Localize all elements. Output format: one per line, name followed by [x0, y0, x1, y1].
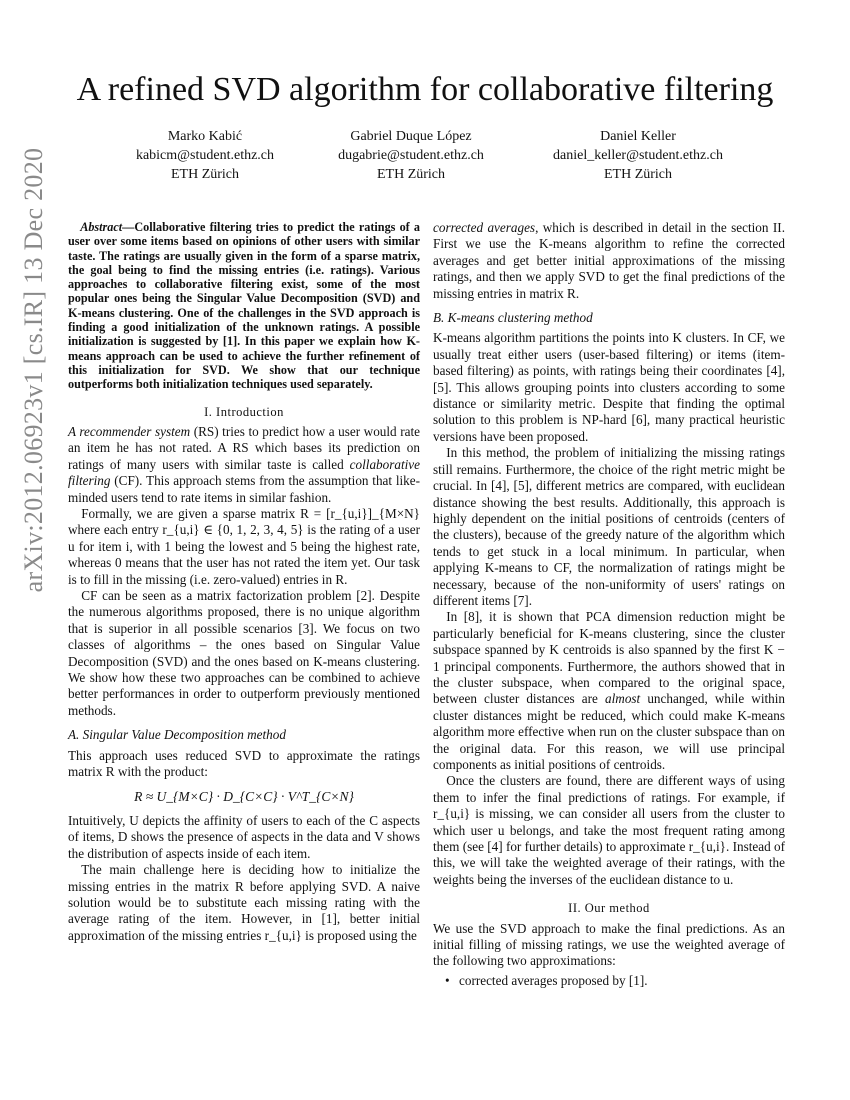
author-block-2	[291, 127, 531, 184]
method-paragraph-1: We use the SVD approach to make the final predictions. As an initial filling of missing ratings, we use the weighted average of the following two approximations:	[433, 920, 785, 969]
term-almost: almost	[605, 691, 641, 707]
abstract	[68, 220, 420, 392]
term-recommender-system: A recommender system	[68, 423, 191, 439]
left-column	[68, 220, 420, 944]
arxiv-stamp	[10, 40, 58, 700]
intro-paragraph-1	[68, 424, 420, 506]
svd-paragraph-1: This approach uses reduced SVD to approximate the ratings matrix R with the product:	[68, 747, 420, 780]
bullet-icon: •	[445, 972, 450, 988]
author-name: Daniel Keller	[600, 129, 676, 144]
kmeans-text: In [8], it is shown that PCA dimension reduction might be particularly beneficial for K-means clustering, since the cluster subspace spanned by K centroids is also spanned by the first K − 1 principal components. Furthermore, the authors showed that in the cluster subspace, when compared to the original space, between cluster distances are	[433, 609, 785, 707]
section-heading-introduction: I. Introduction	[204, 404, 284, 419]
kmeans-paragraph-2: In this method, the problem of initializing the missing ratings still remains. Furthermore, the choice of the right metric might be crucial. In [4], [5], different metrics are compared, with euclidean distance showing the best results. Additionally, this approach is highly dependent on the initial positions of centroids (centers of the clusters), because of the greedy nature of the algorithm which tends to get stuck in a local minimum. In particular, when applying K-means to CF, the normalization of ratings might be necessary, because of the non-uniformity of users' ratings on different items [7].	[433, 445, 785, 608]
author-name: Gabriel Duque López	[350, 129, 472, 144]
subsection-heading-svd: A. Singular Value Decomposition method	[68, 727, 286, 743]
intro-text: (CF). This approach stems from the assumption that like-minded users tend to rate items in similar fashion.	[68, 473, 420, 505]
kmeans-paragraph-3	[433, 609, 785, 773]
author-affiliation: ETH Zürich	[376, 167, 446, 182]
svd-equation: R ≈ U_{M×C} · D_{C×C} · V^T_{C×N}	[134, 788, 354, 804]
continued-paragraph	[433, 220, 785, 302]
kmeans-paragraph-4: Once the clusters are found, there are different ways of using them to infer the final predictions of ratings. For example, if r_{u,i} is missing, we can consider all users from the cluster to which user u belongs, and take the most frequent rating among them (see [4] for further details) to approximate r_{u,i}. Instead of this, we will take the weighted average of their ratings, with the weights being the inverses of the euclidean distance to u.	[433, 773, 785, 887]
list-item-text: corrected averages proposed by [1].	[459, 972, 648, 988]
paper-title: A refined SVD algorithm for collaborative filtering	[76, 71, 774, 108]
list-item	[445, 973, 785, 989]
arxiv-stamp-text: arXiv:2012.06923v1 [cs.IR] 13 Dec 2020	[19, 147, 48, 593]
subsection-heading-kmeans: B. K-means clustering method	[433, 310, 593, 326]
author-name: Marko Kabić	[167, 129, 243, 144]
author-affiliation: ETH Zürich	[603, 167, 673, 182]
kmeans-paragraph-1: K-means algorithm partitions the points into K clusters. In CF, we usually treat either users (user-based filtering) or items (item-based filtering) as points, with ratings being their coordinates [4], [5]. This allows grouping points into clusters according to some distance or similarity metric. Despite that finding the optimal solution to this problem is NP-hard [6], many practical heuristic versions have been proposed.	[433, 330, 785, 444]
svd-paragraph-3: The main challenge here is deciding how to initialize the missing entries in the matrix R before applying SVD. A naive solution would be to substitute each missing rating with the average rating of the item. However, in [1], better initial approximation of the missing entries r_{u,i} is proposed using the	[68, 862, 420, 943]
term-corrected-averages: corrected averages	[433, 220, 536, 235]
author-email: kabicm@student.ethz.ch	[135, 148, 275, 163]
author-block-1	[85, 127, 325, 184]
author-email: dugabrie@student.ethz.ch	[338, 148, 484, 163]
intro-text: (RS) tries to predict how a user would rate an item he has not rated. A RS which bases its prediction on ratings of many users with similar taste is called	[68, 423, 420, 472]
right-column	[433, 220, 785, 989]
section-heading-our-method: II. Our method	[568, 901, 650, 916]
intro-paragraph-3: CF can be seen as a matrix factorization problem [2]. Despite the numerous algorithms proposed, there is no unique algorithm that is superior in all possible scenarios [3]. We focus on two classes of algorithms – the ones based on Singular Value Decomposition (SVD) and the ones based on K-means clustering. We show how these two approaches can be combined to achieve better performances in order to outperform previously mentioned methods.	[68, 588, 420, 718]
abstract-text: —Collaborative filtering tries to predict the ratings of a user over some items based on opinions of other users with similar taste. The ratings are usually given in the form of a sparse matrix, the goal being to find the missing entries (i.e. ratings). Various approaches to collaborative filtering exist, some of the most popular ones being the Singular Value Decomposition (SVD) and K-means clustering. One of the challenges in the SVD approach is finding a good initialization of the unknown ratings. A possible initialization is suggested by [1]. In this paper we explain how K-means approach can be used to achieve the further refinement of this initialization for SVD. We show that our technique outperforms both initialization techniques used separately.	[68, 220, 420, 392]
term-collaborative-filtering: collaborative filtering	[68, 456, 420, 489]
kmeans-text: unchanged, while within cluster distances might be reduced, which could make K-means algorithm more effective when run on the cluster subspace than on the original data. For this reason, we will use principal components as initial positions of centroids.	[433, 691, 785, 772]
abstract-label: Abstract	[80, 220, 123, 234]
svd-paragraph-2: Intuitively, U depicts the affinity of users to each of the C aspects of items, D shows the presence of aspects in the data and V shows the distribution of aspects inside of each item.	[68, 812, 420, 861]
author-block-3	[518, 127, 758, 184]
author-affiliation: ETH Zürich	[170, 167, 240, 182]
continued-text: , which is described in detail in the section II. First we use the K-means algorithm to refine the corrected averages and get better initial approximations of the missing ratings, and then we apply SVD to get the final predictions of the missing entries in matrix R.	[433, 220, 785, 301]
author-email: daniel_keller@student.ethz.ch	[553, 148, 723, 163]
intro-paragraph-2: Formally, we are given a sparse matrix R = [r_{u,i}]_{M×N} where each entry r_{u,i} ∈ {0, 1, 2, 3, 4, 5} is the rating of a user u for item i, with 1 being the lowest and 5 being the highest rate, whereas 0 means that the user has not rated the item yet. Our task is to fill in the missing (i.e. zero-valued) entries in R.	[68, 506, 420, 587]
